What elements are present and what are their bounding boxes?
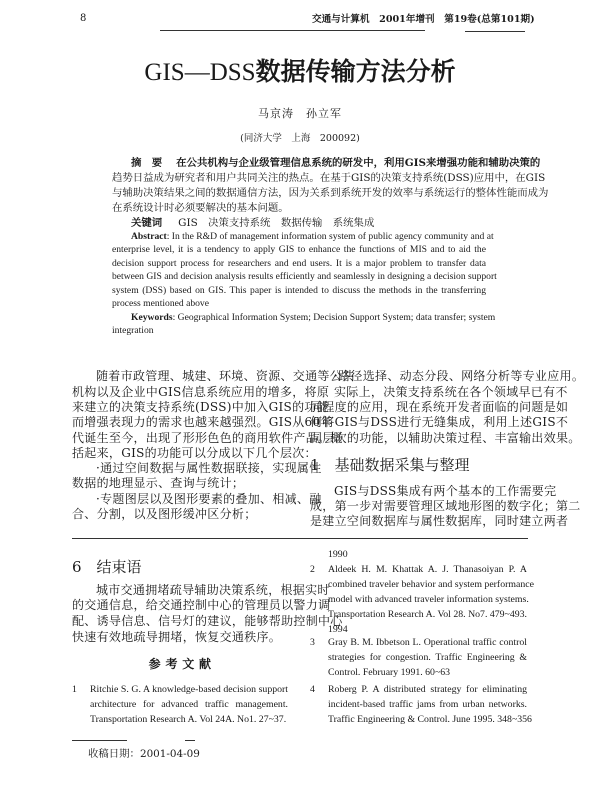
abstract-en-line: between GIS and decision analysis results efficiently and seamlessly in designing a decision support — [112, 271, 497, 282]
separator-rule — [285, 538, 528, 539]
body-line: 来建立的决策支持系统(DSS)中加入GIS的功能 — [72, 400, 329, 414]
body-line: 同层次的功能，以辅助决策过程、丰富输出效果。 — [310, 431, 581, 445]
reference-line: Ritchie S. G. A knowledge-based decision support — [90, 684, 288, 695]
affiliation: (同济大学 上海 200092) — [240, 133, 360, 144]
received-date: 收稿日期：2001-04-09 — [88, 748, 200, 760]
reference-line: incident-based traffic jams from urban networks. — [328, 699, 527, 710]
abstract-label: 摘 要 — [131, 157, 163, 169]
separator-rule — [72, 740, 127, 741]
reference-line: Aldeek H. M. Khattak A. J. Thanasoiyan P. A — [328, 564, 527, 575]
reference-line: strategies for congestion. Traffic Engineering & — [328, 652, 527, 663]
reference-line: architecture for advanced traffic management. — [90, 699, 288, 710]
abstract-zh-line-text: 在公共机构与企业级管理信息系统的研发中，利用GIS来增强功能和辅助决策的 — [176, 157, 541, 169]
reference-line: Transportation Research A. Vol 28. No7. 479~493. — [328, 609, 527, 620]
abstract-en-label: Abstract — [131, 231, 167, 242]
running-header: 交通与计算机 2001年增刊 第19卷(总第101期) — [312, 14, 535, 25]
section-heading-1: 1 基础数据采集与整理 — [310, 456, 470, 474]
abstract-en-line: system (DSS) based on GIS. This paper is intended to discuss the methods in the transferring — [112, 285, 486, 296]
body-line: 是建立空间数据库与属性数据库，同时建立两者 — [310, 514, 569, 528]
abstract-zh-line: 趋势日益成为研究者和用户共同关注的热点。在基于GIS的决策支持系统(DSS)应用中，在GIS — [112, 172, 546, 184]
keywords-zh — [131, 216, 374, 230]
body-line: ·专题图层以及图形要素的叠加、相减、融 — [96, 492, 322, 506]
body-line: 配、诱导信息、信号灯的建议，能够帮助控制中心 — [72, 614, 343, 628]
title-latin: GIS—DSS — [144, 59, 256, 86]
abstract-zh-line — [131, 156, 541, 170]
body-line: 的交通信息，给交通控制中心的管理员以警力调 — [72, 598, 331, 612]
body-line: 而增强表现力的需求也越来越强烈。GIS从60年 — [72, 415, 333, 429]
abstract-en-line: enterprise level, it is a tendency to apply GIS to enhance the functions of MIS and to aid the — [112, 244, 486, 255]
reference-line: model with advanced traveler information systems. — [328, 594, 529, 605]
reference-line: Transportation Research A. Vol 24A. No1. 27~37. — [90, 714, 287, 725]
separator-rule — [185, 740, 195, 741]
body-line: 何将GIS与DSS进行无缝集成，利用上述GIS不 — [310, 415, 569, 429]
keywords-en-line: integration — [112, 325, 154, 336]
body-line: 同程度的应用，现在系统开发者面临的问题是如 — [310, 400, 569, 414]
header-rule — [465, 31, 525, 32]
abstract-zh-line: 在系统设计时必须要解决的基本问题。 — [112, 202, 289, 214]
abstract-zh-line: 与辅助决策结果之间的数据通信方法，因为关系到系统开发的效率与系统运行的整体性能而成为 — [112, 187, 549, 199]
authors: 马京涛 孙立军 — [258, 107, 342, 120]
body-line: GIS与DSS集成有两个基本的工作需要完 — [334, 484, 557, 498]
body-line: 随着市政管理、城建、环境、资源、交通等公共 — [96, 369, 355, 383]
body-line: 快速有效地疏导拥堵，恢复交通秩序。 — [72, 630, 282, 644]
body-line: 机构以及企业中GIS信息系统应用的增多，将原 — [72, 385, 330, 399]
keywords-zh-label: 关键词 — [131, 217, 163, 229]
reference-line: Roberg P. A distributed strategy for eliminating — [328, 684, 527, 695]
abstract-en-line-text: : In the R&D of management information system of public agency community and at — [166, 231, 494, 242]
keywords-en — [131, 311, 496, 325]
reference-number: 4 — [310, 684, 315, 695]
body-line: 括起来，GIS的功能可以分成以下几个层次： — [72, 446, 317, 460]
paper-title — [0, 56, 600, 89]
body-line: 城市交通拥堵疏导辅助决策系统，根据实时 — [96, 583, 330, 597]
body-line: 实际上，决策支持系统在各个领域早已有不 — [334, 385, 568, 399]
page-number: 8 — [80, 13, 87, 24]
reference-line: Gray B. M. Ibbetson L. Operational traffic control — [328, 637, 527, 648]
body-line: 代诞生至今，出现了形形色色的商用软件产品。概 — [72, 431, 343, 445]
reference-number: 3 — [310, 637, 315, 648]
abstract-en-line — [131, 230, 494, 244]
references-heading: 参 考 文 献 — [148, 657, 212, 671]
reference-number: 1 — [72, 684, 77, 695]
body-line: ·通过空间数据与属性数据联接，实现属性 — [96, 461, 322, 475]
reference-line: combined traveler behavior and system performance — [328, 579, 534, 590]
body-line: ·路径选择、动态分段、网络分析等专业应用。 — [334, 369, 585, 383]
body-line: 合、分割，以及图形缓冲区分析； — [72, 507, 257, 521]
keywords-en-label: Keywords — [131, 312, 173, 323]
reference-line: 1990 — [328, 549, 348, 560]
reference-line: Control. February 1991. 60~63 — [328, 667, 451, 678]
reference-line: 1994 — [328, 624, 348, 635]
reference-number: 2 — [310, 564, 315, 575]
reference-line: Traffic Engineering & Control. June 1995. 348~356 — [328, 714, 532, 725]
abstract-en-line: decision support process for researchers and end users. It is a major problem to transfer data — [112, 258, 486, 269]
separator-rule — [72, 538, 288, 539]
body-line: 成，第一步对需要管理区域地形图的数字化；第二 — [310, 499, 581, 513]
title-chinese: 数据传输方法分析 — [255, 57, 456, 86]
abstract-en-line: process mentioned above — [112, 298, 209, 309]
header-rule — [160, 30, 425, 31]
body-line: 数据的地理显示、查询与统计； — [72, 476, 245, 490]
keywords-en-text: : Geographical Information System; Decision Support System; data transfer; system — [172, 312, 496, 323]
section-heading-conclusion: 6 结束语 — [72, 558, 142, 576]
keywords-zh-text: GIS 决策支持系统 数据传输 系统集成 — [178, 217, 375, 229]
